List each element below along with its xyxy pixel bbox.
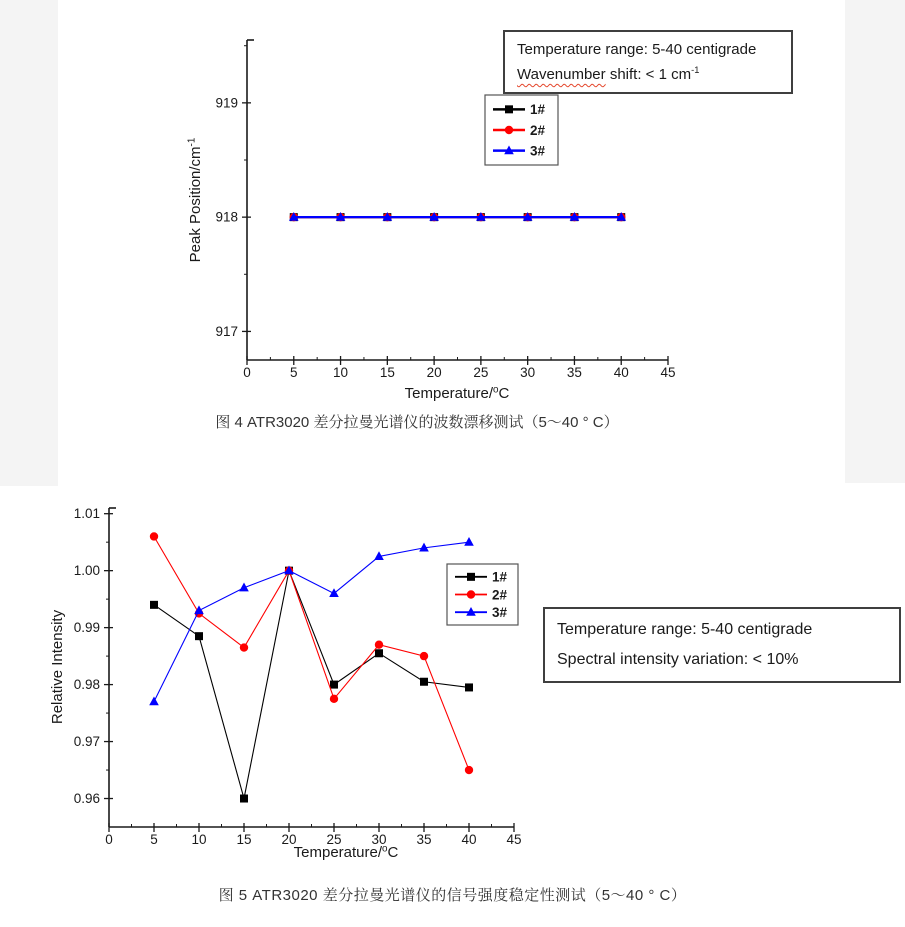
svg-text:0.98: 0.98 [73, 677, 100, 693]
svg-text:45: 45 [660, 365, 676, 380]
figure4-annotation-box [503, 30, 793, 94]
svg-text:20: 20 [281, 832, 297, 847]
svg-text:1#: 1# [492, 569, 508, 585]
svg-text:Peak Position/cm-1: Peak Position/$cm^{-1}$ [186, 137, 204, 263]
svg-text:25: 25 [326, 832, 342, 847]
annotation-text: Temperature range: 5-40 centigrade [517, 41, 757, 58]
svg-text:0.99: 0.99 [73, 620, 100, 636]
annotation-line-1 [557, 615, 887, 645]
svg-text:3#: 3# [492, 604, 508, 620]
annotation-text: Temperature range: 5-40 centigrade [557, 621, 813, 638]
svg-text:1.01: 1.01 [73, 506, 100, 522]
annotation-superscript: -1 [691, 65, 700, 75]
svg-text:1#: 1# [530, 102, 546, 118]
svg-text:5: 5 [150, 832, 158, 847]
svg-text:15: 15 [236, 832, 252, 847]
svg-text:2#: 2# [530, 122, 546, 138]
svg-text:918: 918 [215, 209, 238, 225]
annotation-text-misspelled: Wavenumber [517, 66, 606, 83]
svg-text:20: 20 [426, 365, 442, 380]
svg-text:25: 25 [473, 365, 489, 380]
svg-text:15: 15 [379, 365, 395, 380]
svg-text:Temperature/oC: Temperature/$^o$C [293, 843, 399, 861]
svg-text:Relative Intensity: Relative Intensity [49, 609, 66, 725]
annotation-text: shift: < 1 cm [605, 66, 692, 83]
svg-text:30: 30 [371, 832, 387, 847]
figure4-caption: 图 4 ATR3020 差分拉曼光谱仪的波数漂移测试（5～40 ° C） [215, 414, 619, 431]
svg-text:917: 917 [215, 323, 238, 339]
svg-text:0.96: 0.96 [73, 791, 100, 807]
svg-text:Temperature/oC: Temperature/$^o$C [404, 384, 510, 402]
svg-text:919: 919 [215, 95, 238, 111]
svg-text:10: 10 [333, 365, 349, 380]
svg-text:10: 10 [191, 832, 207, 847]
svg-text:0.97: 0.97 [73, 734, 100, 750]
svg-text:40: 40 [461, 832, 477, 847]
figure5-annotation-box [543, 607, 901, 683]
annotation-line-1 [517, 37, 779, 62]
annotation-line-2 [557, 645, 887, 675]
svg-text:1.00: 1.00 [73, 563, 100, 579]
svg-text:35: 35 [566, 365, 582, 380]
svg-text:0: 0 [243, 365, 251, 380]
figure5-caption: 图 5 ATR3020 差分拉曼光谱仪的信号强度稳定性测试（5～40 ° C） [218, 887, 687, 904]
svg-text:0: 0 [105, 832, 113, 847]
svg-text:40: 40 [613, 365, 629, 380]
annotation-text: Spectral intensity variation: < 10% [557, 651, 799, 668]
annotation-line-2 [517, 62, 779, 87]
svg-text:2#: 2# [492, 587, 508, 603]
svg-text:3#: 3# [530, 143, 546, 159]
svg-text:5: 5 [290, 365, 298, 380]
svg-text:35: 35 [416, 832, 432, 847]
svg-text:30: 30 [520, 365, 536, 380]
svg-text:45: 45 [506, 832, 522, 847]
